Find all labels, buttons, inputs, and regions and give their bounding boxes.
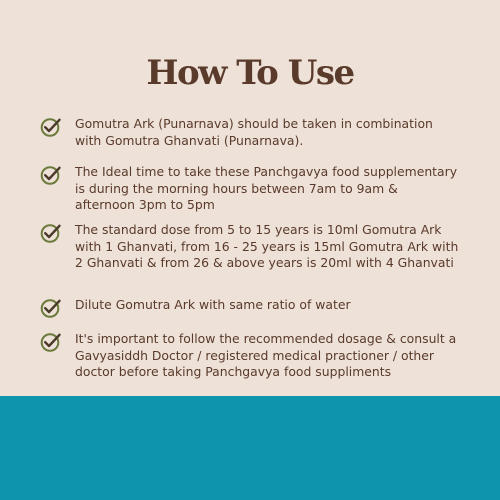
list-item-text: The Ideal time to take these Panchgavya food supplementary is during the morning hours between 7am to 9am & afternoon 3pm to 5pm [75, 164, 458, 212]
list-item-text: Gomutra Ark (Punarnava) should be taken in combination with Gomutra Ghanvati (Punarnava). [75, 116, 433, 148]
check-circle-icon [40, 297, 62, 319]
check-circle-icon [40, 222, 62, 244]
list-item-text: It's important to follow the recommended dosage & consult a Gavyasiddh Doctor / registered medical practioner / other doctor before taking Panchgavya food suppliments [75, 331, 457, 379]
check-circle-icon [40, 164, 62, 186]
page-title: How To Use [146, 53, 354, 93]
list-item-text: Dilute Gomutra Ark with same ratio of water [75, 297, 351, 312]
check-circle-icon [40, 331, 62, 353]
list-item-text: The standard dose from 5 to 15 years is 10ml Gomutra Ark with 1 Ghanvati, from 16 - 25 years is 15ml Gomutra Ark with 2 Ghanvati & from 26 & above years is 20ml with 4 Ghanvati [75, 222, 459, 270]
check-circle-icon [40, 116, 62, 138]
footer-band [0, 396, 500, 500]
